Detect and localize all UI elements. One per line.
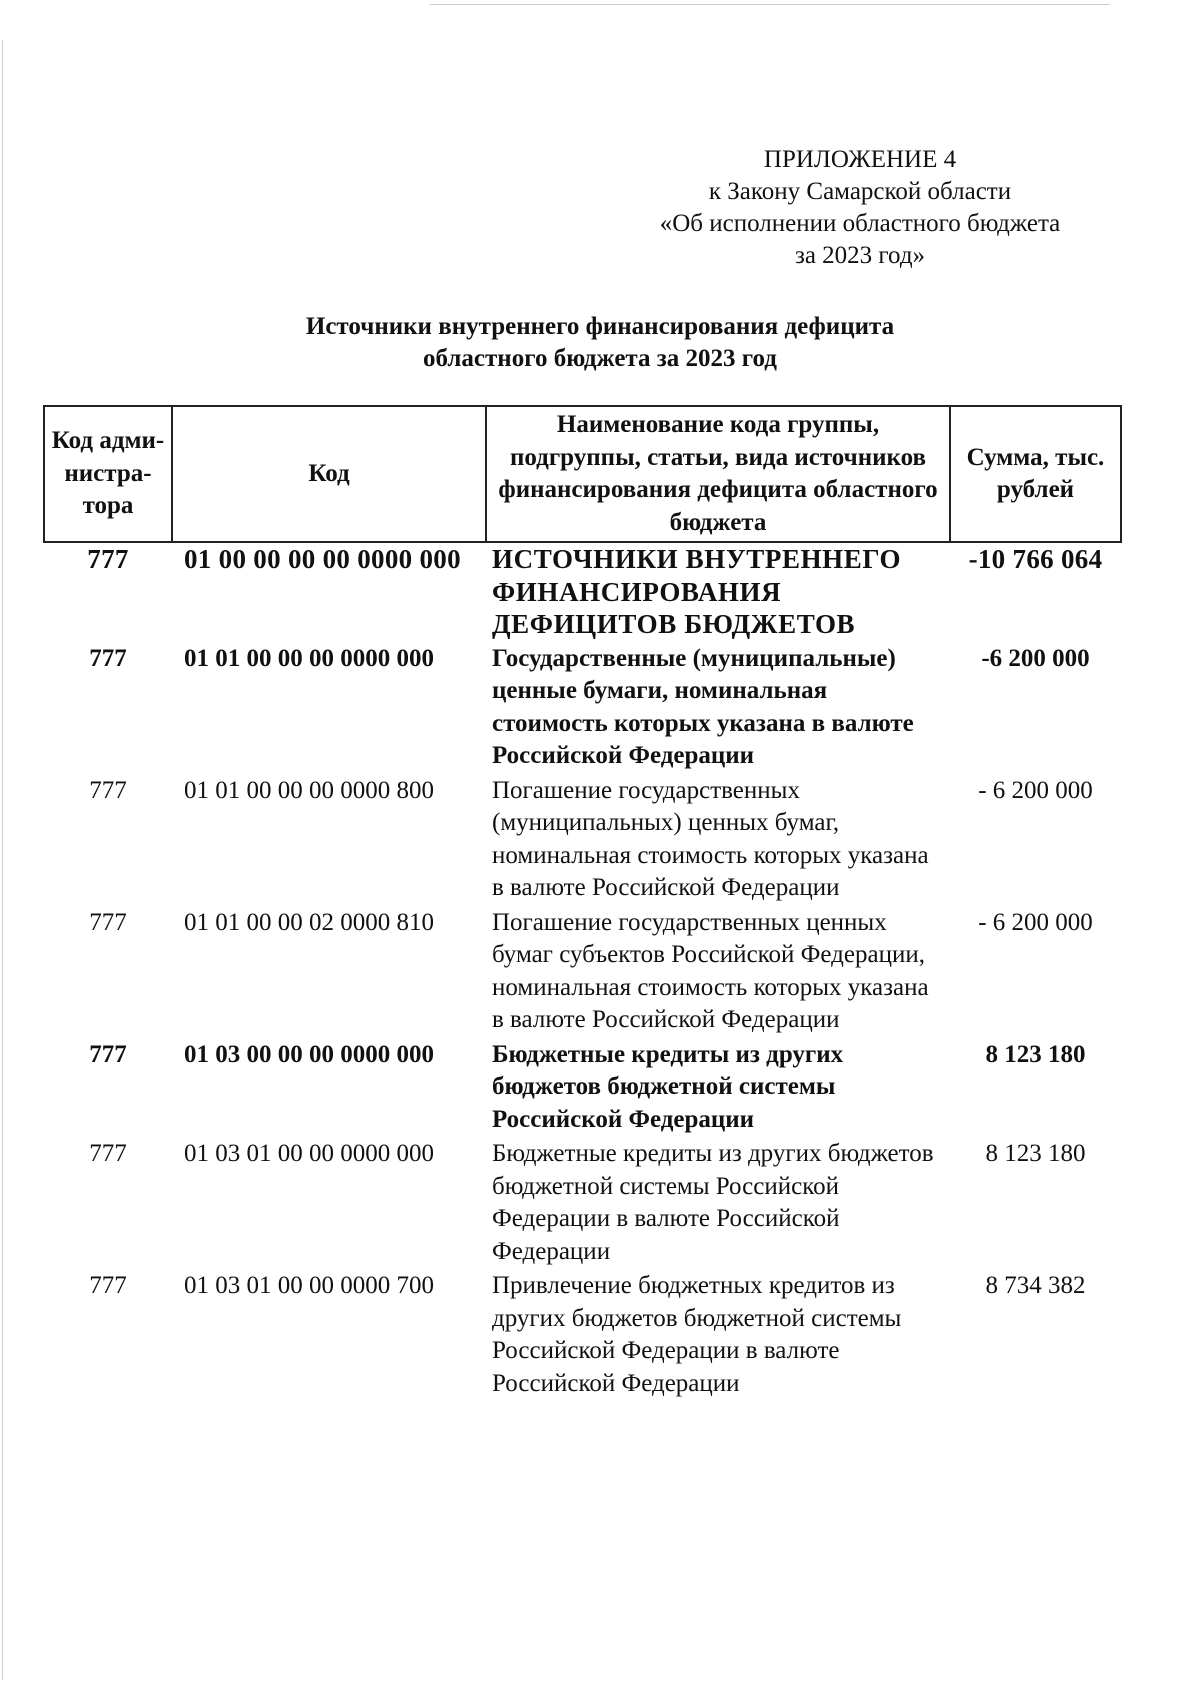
cell-admin: 777 — [89, 776, 127, 804]
cell-amount: - 6 200 000 — [978, 908, 1093, 936]
table-row — [44, 907, 1121, 1039]
table-row — [44, 542, 1121, 643]
appendix-law-title: «Об исполнении областного бюджета — [659, 210, 1061, 237]
document-title-line-1: Источники внутреннего финансирования дефицита — [305, 313, 895, 340]
cell-code: 01 01 00 00 02 0000 810 — [184, 908, 434, 936]
cell-code: 01 03 01 00 00 0000 700 — [184, 1272, 434, 1299]
scan-edge-left — [2, 40, 3, 1680]
appendix-number: ПРИЛОЖЕНИЕ 4 — [763, 146, 957, 173]
header-admin-code: Код адми-нистра-тора — [44, 406, 172, 542]
cell-name: Привлечение бюджетных кредитов из других бюджетов бюджетной системы Российской Федерации в валюте Российской Федерации — [492, 1272, 902, 1397]
cell-amount: 8 734 382 — [985, 1272, 1086, 1299]
appendix-law: к Закону Самарской области — [708, 178, 1012, 205]
cell-name: Бюджетные кредиты из других бюджетов бюджетной системы Российской Федерации — [492, 1040, 844, 1133]
cell-amount: -10 766 064 — [968, 544, 1103, 574]
table-row — [44, 643, 1121, 775]
table-row — [44, 1270, 1121, 1402]
cell-name: Погашение государственных (муниципальных) ценных бумаг, номинальная стоимость которых указана в валюте Российской Федерации — [492, 776, 929, 901]
cell-amount: 8 123 180 — [985, 1040, 1086, 1068]
financing-sources-table — [43, 405, 1122, 1402]
cell-code: 01 03 00 00 00 0000 000 — [184, 1040, 434, 1068]
appendix-year: за 2023 год» — [794, 242, 926, 269]
header-amount: Сумма, тыс. рублей — [950, 406, 1121, 542]
cell-name: Государственные (муниципальные) ценные бумаги, номинальная стоимость которых указана в валюте Российской Федерации — [492, 644, 914, 769]
document-title-line-2: областного бюджета за 2023 год — [423, 345, 777, 372]
cell-admin: 777 — [89, 1272, 127, 1299]
cell-admin: 777 — [89, 908, 127, 936]
cell-code: 01 01 00 00 00 0000 000 — [184, 644, 434, 672]
header-name: Наименование кода группы, подгруппы, статьи, вида источников финансирования дефицита областного бюджета — [486, 406, 950, 542]
table-row — [44, 1039, 1121, 1139]
cell-amount: -6 200 000 — [981, 644, 1090, 672]
cell-admin: 777 — [89, 1140, 127, 1167]
cell-admin: 777 — [87, 544, 129, 574]
cell-admin: 777 — [89, 644, 127, 672]
cell-amount: 8 123 180 — [985, 1140, 1086, 1167]
table-row — [44, 775, 1121, 907]
cell-code: 01 01 00 00 00 0000 800 — [184, 776, 434, 804]
header-code: Код — [172, 406, 486, 542]
cell-code: 01 00 00 00 00 0000 000 — [184, 544, 461, 574]
table-row — [44, 1138, 1121, 1270]
scan-edge-top — [430, 4, 1110, 5]
cell-name: ИСТОЧНИКИ ВНУТРЕННЕГО ФИНАНСИРОВАНИЯ ДЕФИЦИТОВ БЮДЖЕТОВ — [492, 544, 902, 639]
cell-amount: - 6 200 000 — [978, 776, 1093, 804]
cell-code: 01 03 01 00 00 0000 000 — [184, 1140, 434, 1167]
cell-admin: 777 — [89, 1040, 127, 1068]
cell-name: Погашение государственных ценных бумаг субъектов Российской Федерации, номинальная стоимость которых указана в валюте Российской Федерации — [492, 908, 929, 1033]
appendix-heading — [620, 144, 1100, 272]
table-header-row — [44, 406, 1121, 542]
document-title — [0, 311, 1200, 375]
cell-name: Бюджетные кредиты из других бюджетов бюджетной системы Российской Федерации в валюте Российской Федерации — [492, 1140, 934, 1265]
